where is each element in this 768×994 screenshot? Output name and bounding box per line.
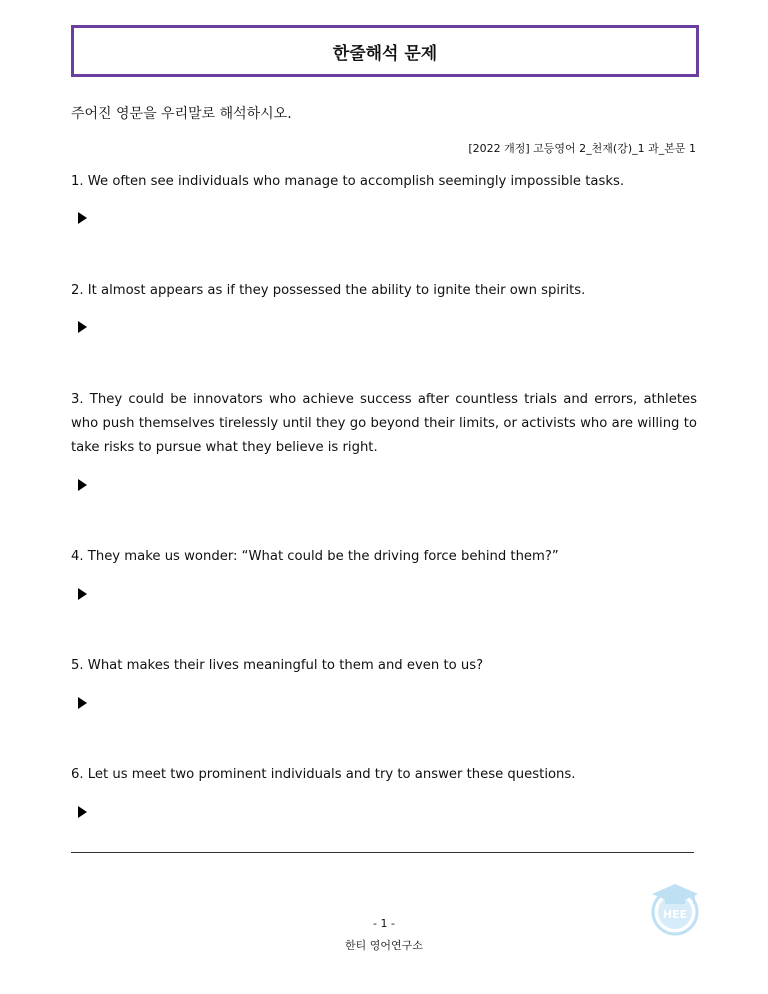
answer-arrow-icon xyxy=(78,806,87,818)
logo-text: HEE xyxy=(662,908,688,921)
instruction-text: 주어진 영문을 우리말로 해석하시오. xyxy=(71,106,292,122)
answer-arrow-icon xyxy=(78,588,87,600)
page-number: - 1 - xyxy=(373,917,395,930)
question-1: 1. We often see individuals who manage to accomplish seemingly impossible tasks. xyxy=(71,174,625,189)
question-4: 4. They make us wonder: “What could be the driving force behind them?” xyxy=(71,549,559,564)
source-label: [2022 개정] 고등영어 2_천재(강)_1 과_본문 1 xyxy=(468,142,696,155)
question-6: 6. Let us meet two prominent individuals and try to answer these questions. xyxy=(71,767,576,782)
question-5: 5. What makes their lives meaningful to them and even to us? xyxy=(71,658,484,673)
page-title: 한줄해석 문제 xyxy=(332,43,438,64)
question-2: 2. It almost appears as if they possessed the ability to ignite their own spirits. xyxy=(71,283,586,298)
answer-arrow-icon xyxy=(78,212,87,224)
graduation-cap-logo-icon xyxy=(648,878,702,936)
question-3: 3. They could be innovators who achieve success after countless trials and errors, athletes who push themselves tirelessly until they go beyond their limits, or activists who are willing to take risks to pursue what they believe is right. xyxy=(71,392,697,455)
divider-line xyxy=(71,852,694,853)
answer-arrow-icon xyxy=(78,479,87,491)
answer-arrow-icon xyxy=(78,697,87,709)
footer-organization: 한티 영어연구소 xyxy=(345,939,423,952)
title-box xyxy=(71,25,699,77)
answer-arrow-icon xyxy=(78,321,87,333)
